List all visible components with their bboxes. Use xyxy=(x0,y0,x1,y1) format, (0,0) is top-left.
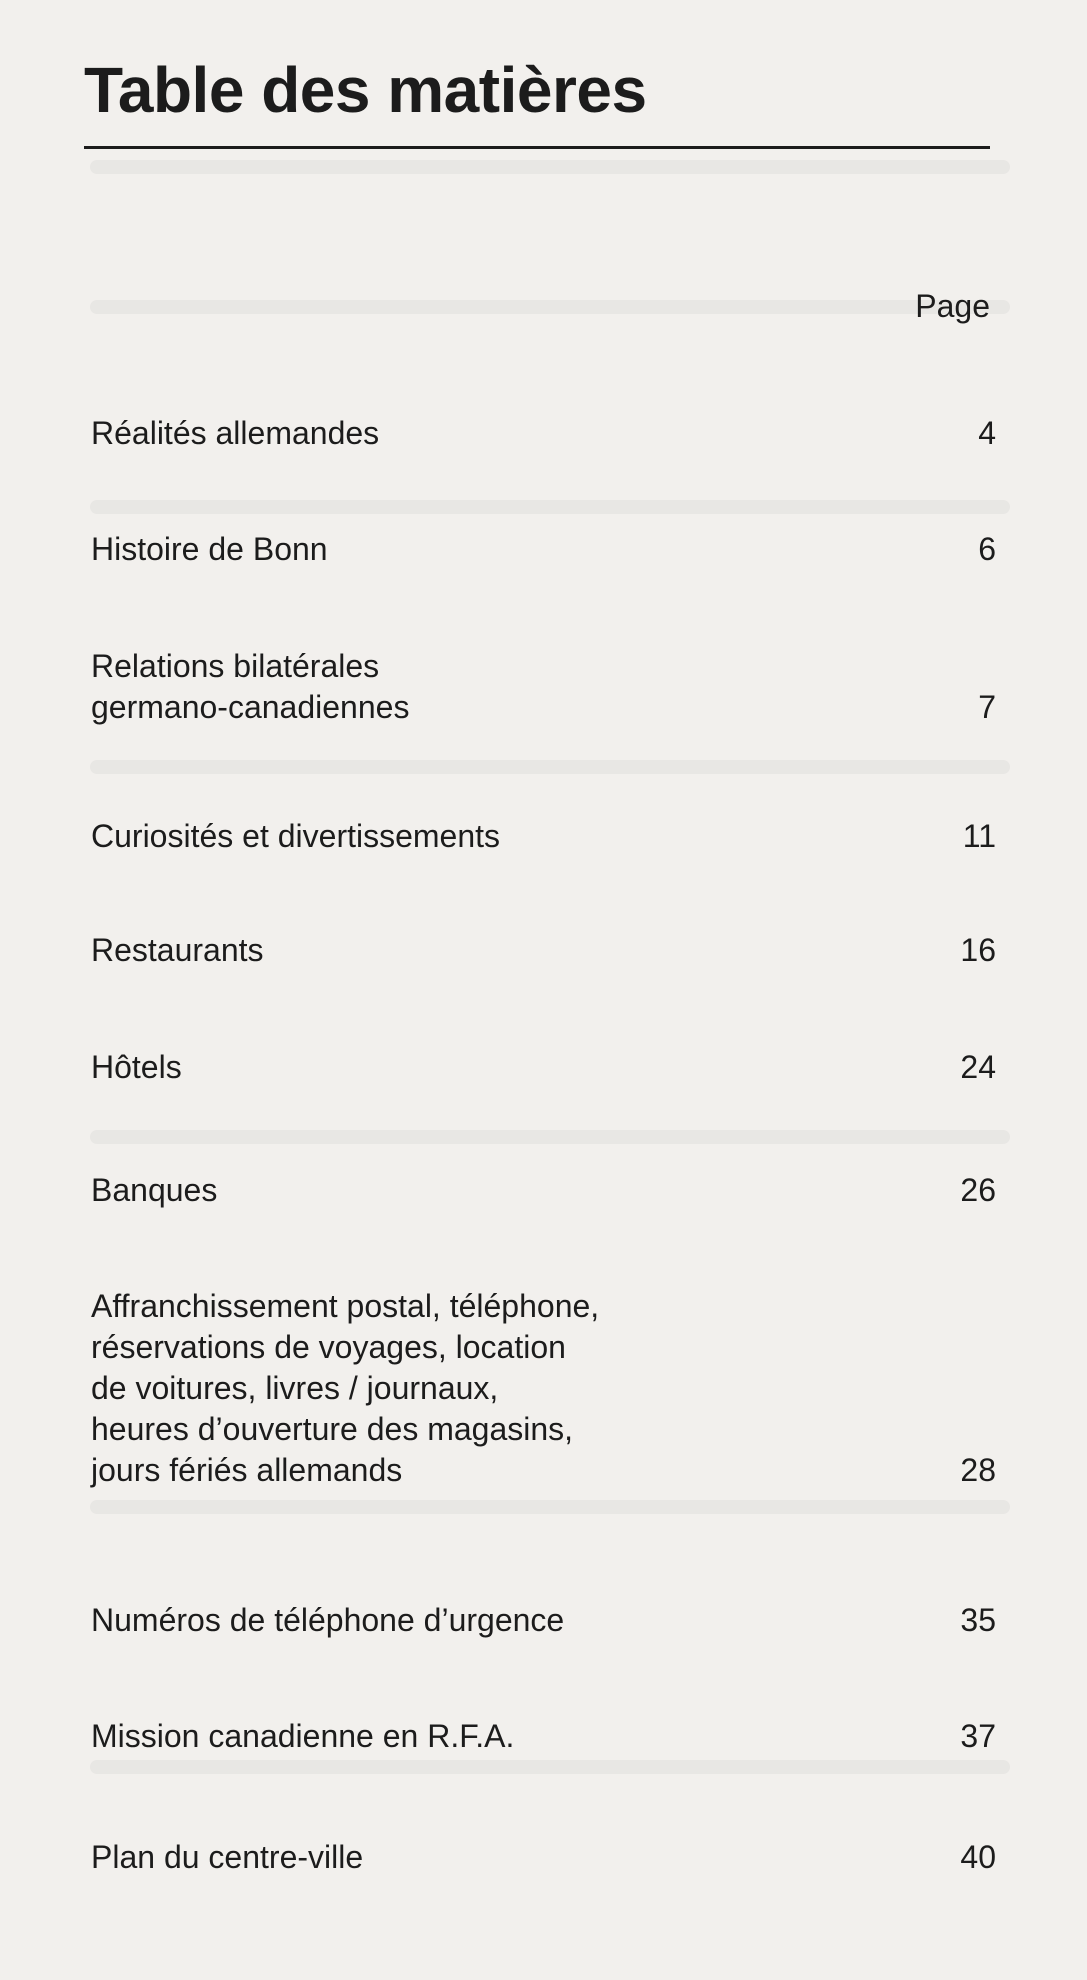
bleed-through-texture xyxy=(90,160,1010,174)
toc-entry-page: 6 xyxy=(978,531,996,567)
toc-entry-page: 35 xyxy=(960,1602,996,1638)
toc-entry-page: 24 xyxy=(960,1049,996,1085)
toc-entry xyxy=(91,1047,996,1088)
toc-entry xyxy=(91,930,996,971)
toc-entry-title: Réalités allemandes xyxy=(91,415,380,451)
toc-entry xyxy=(91,413,996,454)
toc-entry-title: Plan du centre-ville xyxy=(91,1839,364,1875)
toc-entry xyxy=(91,1716,996,1757)
toc-entry-page: 11 xyxy=(962,818,996,854)
toc-entry xyxy=(91,529,996,570)
toc-entry-page: 40 xyxy=(960,1839,996,1875)
toc-entry xyxy=(91,1600,996,1641)
toc-entry xyxy=(91,646,996,728)
bleed-through-texture xyxy=(90,760,1010,774)
toc-entry-title: Mission canadienne en R.F.A. xyxy=(91,1718,515,1754)
toc-entry xyxy=(91,1837,996,1878)
toc-entry xyxy=(91,1170,996,1211)
bleed-through-texture xyxy=(90,1760,1010,1774)
bleed-through-texture xyxy=(90,1130,1010,1144)
toc-entry-page: 7 xyxy=(978,689,996,725)
toc-entry-page: 4 xyxy=(978,415,996,451)
toc-entry-title: Restaurants xyxy=(91,932,264,968)
page-column-header: Page xyxy=(915,288,990,324)
toc-entry-title: Affranchissement postal, téléphone, réservations de voyages, location de voitures, livres / journaux, heures d’ouverture des magasins, jours fériés allemands xyxy=(91,1288,600,1488)
bleed-through-texture xyxy=(90,1500,1010,1514)
toc-entry-page: 28 xyxy=(960,1452,996,1488)
toc-entry-title: Histoire de Bonn xyxy=(91,531,328,567)
toc-entry-title: Relations bilatérales germano-canadiennes xyxy=(91,648,410,725)
bleed-through-texture xyxy=(90,500,1010,514)
toc-entry-title: Hôtels xyxy=(91,1049,182,1085)
toc-entry-title: Curiosités et divertissements xyxy=(91,818,501,854)
page-title: Table des matières xyxy=(84,54,647,126)
toc-entry-page: 26 xyxy=(960,1172,996,1208)
title-divider xyxy=(84,146,990,149)
toc-entry-page: 37 xyxy=(960,1718,996,1754)
toc-entry-title: Banques xyxy=(91,1172,218,1208)
toc-entry xyxy=(91,1286,996,1491)
toc-entry xyxy=(91,816,996,857)
bleed-through-texture xyxy=(90,300,1010,314)
toc-entry-title: Numéros de téléphone d’urgence xyxy=(91,1602,565,1638)
toc-entry-page: 16 xyxy=(960,932,996,968)
